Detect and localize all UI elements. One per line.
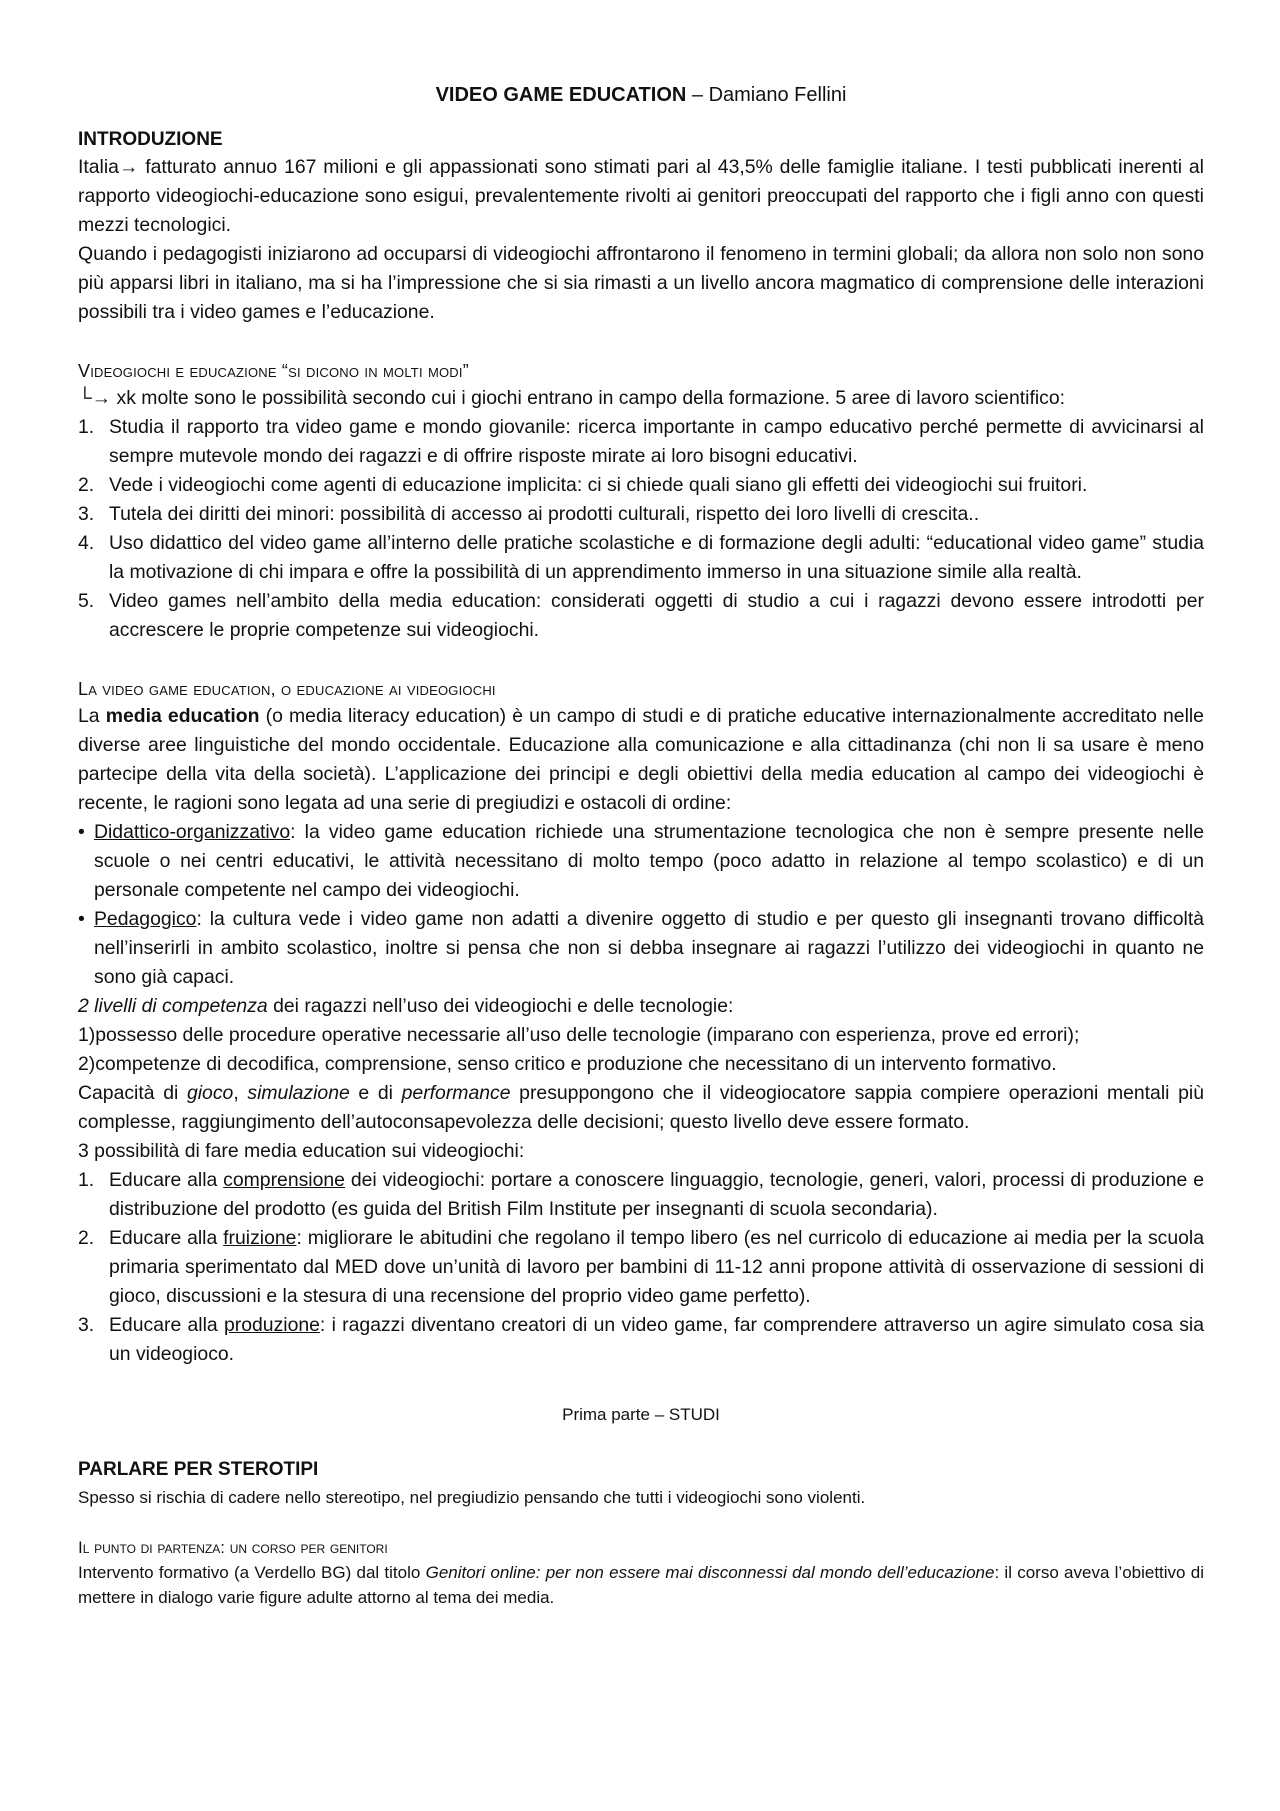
research-areas-list [78,413,1204,645]
title-bold: VIDEO GAME EDUCATION [435,84,687,106]
section-heading-videogiochi: Videogiochi e educazione “si dicono in molti modi” [78,361,469,381]
intro-paragraph-2: Quando i pedagogisti iniziarono ad occuparsi di videogiochi affrontarono il fenomeno in termini globali; da allora non solo non sono più apparsi libri in italiano, ma si ha l’impressione che si sia rimasti a un livello ancora magmatico di comprensione delle interazioni possibili tra i video games e l’educazione. [78,243,1204,323]
list-item: 1. Studia il rapporto tra video game e mondo giovanile: ricerca importante in campo educativo perché permette di avvicinarsi al sempre mutevole mondo dei ragazzi e di offrire risposte mirate ai loro bisogni educativi. [78,416,1204,467]
section-heading-video-game-education: La video game education, o educazione ai videogiochi [78,679,496,699]
document-title [78,84,1204,107]
list-item: 4. Uso didattico del video game all’interno delle pratiche scolastiche e di formazione degli adulti: “educational video game” studia la motivazione di chi impara e offre la possibilità di un apprendimento immerso in una situazione simile alla realtà. [78,532,1204,583]
three-possibilities: 3 possibilità di fare media education sui videogiochi: [78,1140,525,1162]
intro-heading: INTRODUZIONE [78,129,223,150]
list-item: 1. Educare alla comprensione dei videogiochi: portare a conoscere linguaggio, tecnologie, generi, valori, processi di produzione e distribuzione del prodotto (es guida del British Film Institute per insegnanti di scuola secondaria). [78,1169,1205,1220]
list-item: 3. Educare alla produzione: i ragazzi diventano creatori di un video game, far comprendere attraverso un agire simulato cosa sia un videogioco. [78,1314,1204,1365]
arrow-line: └→ xk molte sono le possibilità secondo cui i giochi entrano in campo della formazione. 5 aree di lavoro scientifico: [78,387,1066,409]
list-item: • Didattico-organizzativo: la video game education richiede una strumentazione tecnologica che non è sempre presente nelle scuole o nei centri educativi, le attività necessitano di molto tempo (poco adatto in relazione al tempo scolastico) e di un personale competente nel campo dei videogiochi. [78,821,1204,901]
list-item: 3. Tutela dei diritti dei minori: possibilità di accesso ai prodotti culturali, rispetto dei loro livelli di crescita.. [78,503,980,525]
starting-point-heading: Il punto di partenza: un corso per genitori [78,1538,388,1557]
title-author: – Damiano Fellini [686,84,847,106]
list-item: 2. Educare alla fruizione: migliorare le abitudini che regolano il tempo libero (es nel curricolo di educazione ai media per la scuola primaria sperimentato dal MED dove un’unità di lavoro per bambini di 11-12 anni propone attività di osservazione di sessioni di gioco, discussioni e la stesura di una recensione del proprio video game perfetto). [78,1227,1205,1307]
capacity-paragraph: Capacità di gioco, simulazione e di performance presuppongono che il videogiocatore sappia compiere operazioni mentali più complesse, raggiungimento dell’autoconsapevolezza delle decisioni; questo livello deve essere formato. [78,1082,1204,1133]
media-education-paragraph: La media education (o media literacy education) è un campo di studi e di pratiche educative internazionalmente accreditato nelle diverse aree linguistiche del mondo occidentale. Educazione alla comunicazione e alla cittadinanza (chi non li sa usare è meno partecipe della vita della società). L’applicazione dei principi e degli obiettivi della media education al campo dei videogiochi è recente, le ragioni sono legata ad una serie di pregiudizi e ostacoli di ordine: [78,705,1204,814]
starting-point-text: Intervento formativo (a Verdello BG) dal titolo Genitori online: per non essere mai disconnessi dal mondo dell’educazione: il corso aveva l’obiettivo di mettere in dialogo varie figure adulte attorno al tema dei media. [78,1563,1204,1607]
level-2: 2)competenze di decodifica, comprensione, senso critico e produzione che necessitano di un intervento formativo. [78,1053,1057,1075]
list-item: 5. Video games nell’ambito della media education: considerati oggetti di studio a cui i ragazzi devono essere introdotti per accrescere le proprie competenze sui videogiochi. [78,590,1204,641]
document-page [78,84,1204,1610]
part-label: Prima parte – STUDI [562,1405,720,1424]
stereotypes-text: Spesso si rischia di cadere nello stereotipo, nel pregiudizio pensando che tutti i videogiochi sono violenti. [78,1488,866,1507]
list-item: • Pedagogico: la cultura vede i video game non adatti a divenire oggetto di studio e per questo gli insegnanti trovano difficoltà nell’inserirli in ambito scolastico, inoltre si pensa che non si debba insegnare ai ragazzi l’utilizzo dei videogiochi in quanto ne sono già capaci. [78,908,1204,988]
intro-paragraph-1: Italia→ fatturato annuo 167 milioni e gli appassionati sono stimati pari al 43,5% delle famiglie italiane. I testi pubblicati inerenti al rapporto videogiochi-educazione sono esigui, prevalentemente rivolti ai genitori preoccupati del rapporto che i figli anno con questi mezzi tecnologici. [78,156,1204,236]
list-item: 2. Vede i videogiochi come agenti di educazione implicita: ci si chiede quali siano gli effetti dei videogiochi sui fruitori. [78,474,1088,496]
obstacles-list [78,818,1204,992]
level-1: 1)possesso delle procedure operative necessarie all’uso delle tecnologie (imparano con esperienza, prove ed errori); [78,1024,1080,1046]
levels-paragraph: 2 livelli di competenza dei ragazzi nell’uso dei videogiochi e delle tecnologie: [78,995,734,1017]
stereotypes-heading: PARLARE PER STEROTIPI [78,1459,319,1480]
possibilities-list [78,1166,1204,1369]
